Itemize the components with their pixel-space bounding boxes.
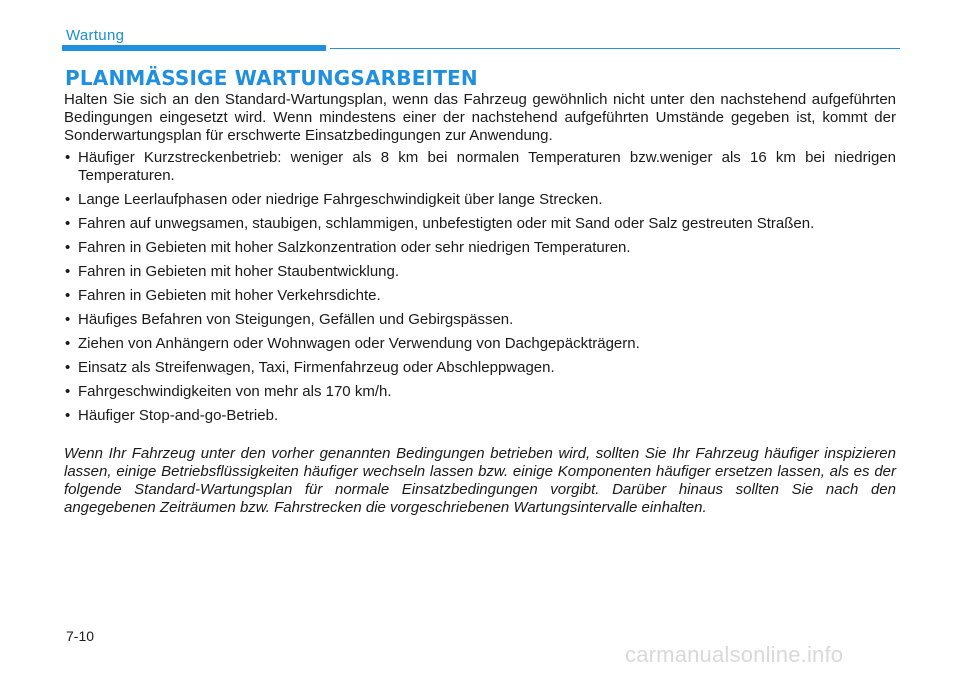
header-rule-thick — [62, 45, 326, 51]
list-item: • Lange Leerlaufphasen oder niedrige Fahrgeschwindigkeit über lange Strecken. — [64, 191, 896, 209]
header-rule-thin — [330, 48, 900, 49]
condition-list — [64, 149, 896, 425]
list-item: • Einsatz als Streifenwagen, Taxi, Firmenfahrzeug oder Abschleppwagen. — [64, 359, 896, 377]
list-item: • Häufiges Befahren von Steigungen, Gefällen und Gebirgspässen. — [64, 311, 896, 329]
page-number: 7-10 — [66, 628, 95, 644]
list-item: • Fahrgeschwindigkeiten von mehr als 170 km/h. — [64, 383, 896, 401]
list-item: • Fahren in Gebieten mit hoher Salzkonzentration oder sehr niedrigen Temperaturen. — [64, 239, 896, 257]
section-label: Wartung — [66, 27, 125, 44]
list-item: • Fahren in Gebieten mit hoher Staubentwicklung. — [64, 263, 896, 281]
note-paragraph: Wenn Ihr Fahrzeug unter den vorher genannten Bedingungen betrieben wird, sollten Sie Ihr Fahrzeug häufiger inspizieren lassen, einige Betriebsflüssigkeiten häufiger wechseln lassen bzw. einige Komponenten häufiger ersetzen lassen, als es der folgende Standard-Wartungsplan für normale Einsatzbedingungen vorgibt. Darüber hinaus sollten Sie nach den angegebenen Zeiträumen bzw. Fahrstrecken die vorgeschriebenen Wartungsintervalle einhalten. — [64, 445, 896, 516]
list-item: • Häufiger Stop-and-go-Betrieb. — [64, 407, 896, 425]
list-item: • Fahren auf unwegsamen, staubigen, schlammigen, unbefestigten oder mit Sand oder Salz gestreuten Straßen. — [64, 215, 896, 233]
content-body — [64, 91, 896, 517]
page-title: PLANMÄSSIGE WARTUNGSARBEITEN — [65, 66, 478, 90]
intro-paragraph: Halten Sie sich an den Standard-Wartungsplan, wenn das Fahrzeug gewöhnlich nicht unter den nachstehend aufgeführten Bedingungen eingesetzt wird. Wenn mindestens einer der nachstehend aufgeführten Umstände gegeben ist, kommt der Sonderwartungsplan für erschwerte Einsatzbedingungen zur Anwendung. — [64, 91, 896, 144]
list-item: • Häufiger Kurzstreckenbetrieb: weniger als 8 km bei normalen Temperaturen bzw.weniger als 16 km bei niedrigen Temperaturen. — [64, 149, 896, 185]
list-item: • Ziehen von Anhängern oder Wohnwagen oder Verwendung von Dachgepäckträgern. — [64, 335, 896, 353]
watermark: carmanualsonline.info — [625, 642, 844, 667]
list-item: • Fahren in Gebieten mit hoher Verkehrsdichte. — [64, 287, 896, 305]
